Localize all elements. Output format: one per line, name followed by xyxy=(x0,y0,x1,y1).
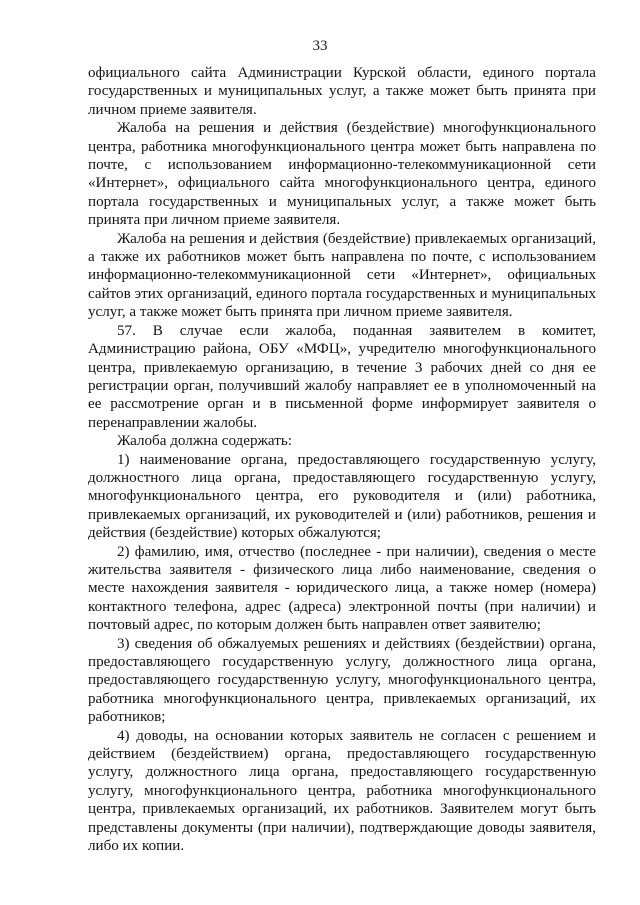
paragraph-clause-57: 57. В случае если жалоба, поданная заявителем в комитет, Администрацию района, ОБУ «МФЦ», учредителю многофункционального центра, привлекаемую организацию, в течение 3 рабочих дней со дня ее регистрации орган, получивший жалобу направляет ее в уполномоченный на ее рассмотрение орган и в письменной форме информирует заявителя о перенаправлении жалобы. xyxy=(88,322,596,431)
list-item-1: 1) наименование органа, предоставляющего государственную услугу, должностного лица органа, предоставляющего государственную услугу, многофункционального центра, его руководителя и (или) работника, привлекаемых организаций, их руководителей и (или) работников, решения и действия (бездействие) которых обжалуются; xyxy=(88,451,596,542)
list-item-3: 3) сведения об обжалуемых решениях и действиях (бездействии) органа, предоставляющего государственную услугу, должностного лица органа, предоставляющего государственную услугу, многофункционального центра, работника многофункционального центра, привлекаемых организаций, их работников; xyxy=(88,635,596,726)
paragraph-organizations-complaint: Жалоба на решения и действия (бездействие) привлекаемых организаций, а также их работников может быть направлена по почте, с использованием информационно-телекоммуникационной сети «Интернет», официальных сайтов этих организаций, единого портала государственных и муниципальных услуг, а также может быть принята при личном приеме заявителя. xyxy=(88,230,596,321)
list-item-2: 2) фамилию, имя, отчество (последнее - при наличии), сведения о месте жительства заявителя - физического лица либо наименование, сведения о месте нахождения заявителя - юридического лица, а также номер (номера) контактного телефона, адрес (адреса) электронной почты (при наличии) и почтовый адрес, по которым должен быть направлен ответ заявителю; xyxy=(88,543,596,634)
page-number: 33 xyxy=(312,38,328,54)
paragraph-complaint-contents-intro: Жалоба должна содержать: xyxy=(117,433,292,450)
document-body xyxy=(88,64,596,855)
paragraph-mfc-complaint: Жалоба на решения и действия (бездействие) многофункционального центра, работника многофункционального центра может быть направлена по почте, с использованием информационно-телекоммуникационной сети «Интернет», официального сайта многофункционального центра, единого портала государственных и муниципальных услуг, а также может быть принята при личном приеме заявителя. xyxy=(88,120,596,229)
paragraph-continuation: официального сайта Администрации Курской области, единого портала государственных и муниципальных услуг, а также может быть принята при личном приеме заявителя. xyxy=(88,65,596,118)
list-item-4: 4) доводы, на основании которых заявитель не согласен с решением и действием (бездействием) органа, предоставляющего государственную услугу, должностного лица органа, предоставляющего государственную услугу, многофункционального центра, работника многофункционального центра, привлекаемых организаций, их работников. Заявителем могут быть представлены документы (при наличии), подтверждающие доводы заявителя, либо их копии. xyxy=(88,727,596,855)
